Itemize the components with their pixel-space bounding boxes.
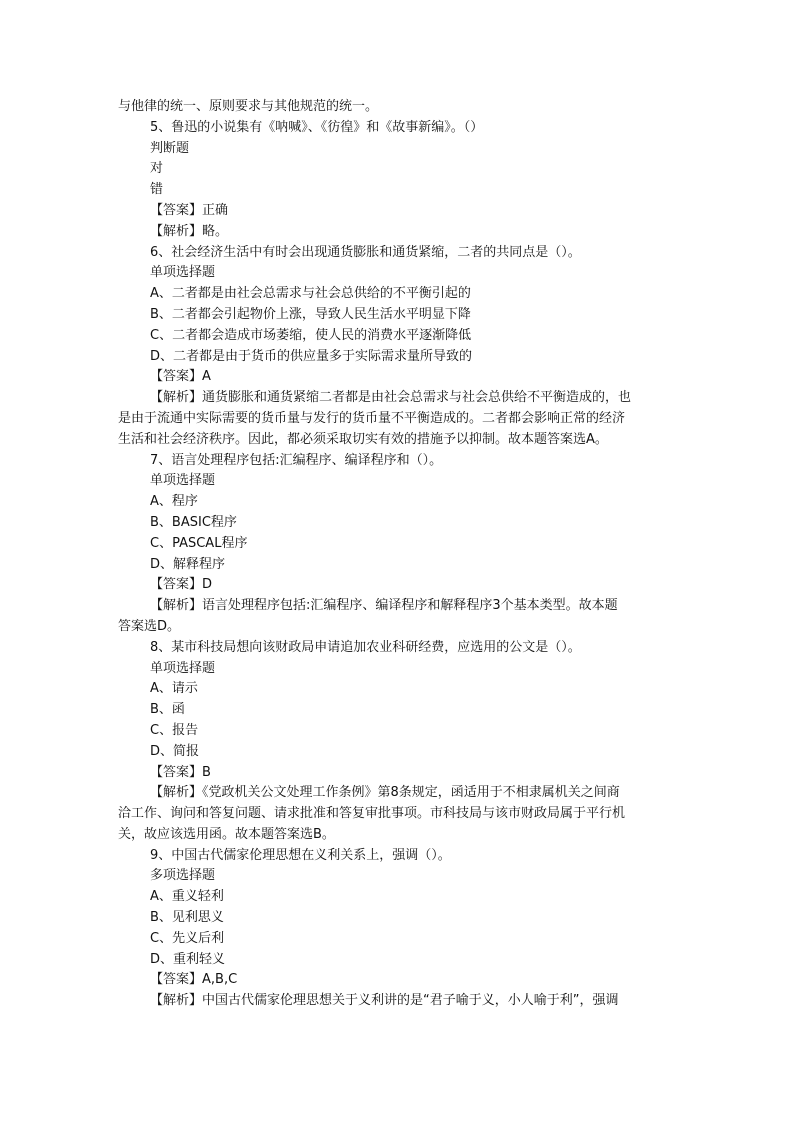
question-6-option-c: C、二者都会造成市场萎缩，使人民的消费水平逐渐降低	[150, 327, 472, 343]
question-9-answer: 【答案】A,B,C	[150, 972, 238, 988]
question-9: 9、中国古代儒家伦理思想在义利关系上，强调（）。	[150, 847, 451, 863]
question-8-explanation-line-3: 关，故应该选用函。故本题答案选B。	[118, 826, 335, 842]
question-7-explanation-line-2: 答案选D。	[118, 618, 181, 634]
question-5: 5、鲁迅的小说集有《呐喊》、《彷徨》和《故事新编》。（）	[150, 119, 484, 135]
question-6-option-a: A、二者都是由社会总需求与社会总供给的不平衡引起的	[150, 286, 471, 302]
question-7-option-d: D、解释程序	[150, 556, 226, 572]
question-9-option-d: D、重利轻义	[150, 951, 226, 967]
question-8-option-c: C、报告	[150, 722, 199, 738]
question-8-type: 单项选择题	[150, 660, 216, 676]
question-8: 8、某市科技局想向该财政局申请追加农业科研经费，应选用的公文是（）。	[150, 639, 581, 655]
question-8-option-b: B、函	[150, 702, 185, 718]
question-7-answer: 【答案】D	[150, 577, 213, 593]
question-9-option-b: B、见利思义	[150, 910, 224, 926]
question-9-option-a: A、重义轻利	[150, 889, 224, 905]
question-5-option-true: 对	[150, 161, 164, 177]
question-8-explanation-line-2: 洽工作、询问和答复问题、请求批准和答复审批事项。市科技局与该市财政局属于平行机	[118, 806, 626, 822]
question-7-explanation-line-1: 【解析】语言处理程序包括:汇编程序、编译程序和解释程序3个基本类型。故本题	[150, 598, 618, 614]
question-5-explanation: 【解析】略。	[150, 223, 229, 239]
question-6: 6、社会经济生活中有时会出现通货膨胀和通货紧缩，二者的共同点是（）。	[150, 244, 581, 260]
question-5-type: 判断题	[150, 140, 190, 156]
question-9-explanation-line-1: 【解析】中国古代儒家伦理思想关于义利讲的是“君子喻于义，小人喻于利”，强调	[150, 993, 619, 1009]
question-6-explanation-line-3: 生活和社会经济秩序。因此，都必须采取切实有效的措施予以抑制。故本题答案选A。	[118, 431, 608, 447]
text-line-1: 与他律的统一、原则要求与其他规范的统一。	[118, 99, 379, 114]
question-8-explanation-line-1: 【解析】《党政机关公文处理工作条例》第8条规定，函适用于不相隶属机关之间商	[150, 785, 620, 801]
question-6-explanation-line-2: 是由于流通中实际需要的货币量与发行的货币量不平衡造成的。二者都会影响正常的经济	[118, 410, 626, 426]
question-8-answer: 【答案】B	[150, 764, 211, 780]
question-8-option-d: D、简报	[150, 743, 200, 759]
question-5-option-false: 错	[150, 182, 164, 198]
question-9-type: 多项选择题	[150, 868, 216, 884]
question-6-type: 单项选择题	[150, 265, 216, 281]
question-8-option-a: A、请示	[150, 681, 198, 697]
question-9-option-c: C、先义后利	[150, 930, 225, 946]
question-6-answer: 【答案】A	[150, 369, 211, 385]
question-6-option-b: B、二者都会引起物价上涨，导致人民生活水平明显下降	[150, 306, 471, 322]
question-7-type: 单项选择题	[150, 473, 216, 489]
question-6-explanation-line-1: 【解析】通货膨胀和通货紧缩二者都是由社会总需求与社会总供给不平衡造成的，也	[150, 390, 632, 406]
question-6-option-d: D、二者都是由于货币的供应量多于实际需求量所导致的	[150, 348, 473, 364]
question-7: 7、语言处理程序包括:汇编程序、编译程序和（）。	[150, 452, 443, 468]
document-body	[118, 97, 678, 1012]
question-5-answer: 【答案】正确	[150, 202, 229, 218]
question-7-option-c: C、PASCAL程序	[150, 535, 248, 551]
question-7-option-b: B、BASIC程序	[150, 514, 237, 530]
question-7-option-a: A、程序	[150, 494, 198, 510]
